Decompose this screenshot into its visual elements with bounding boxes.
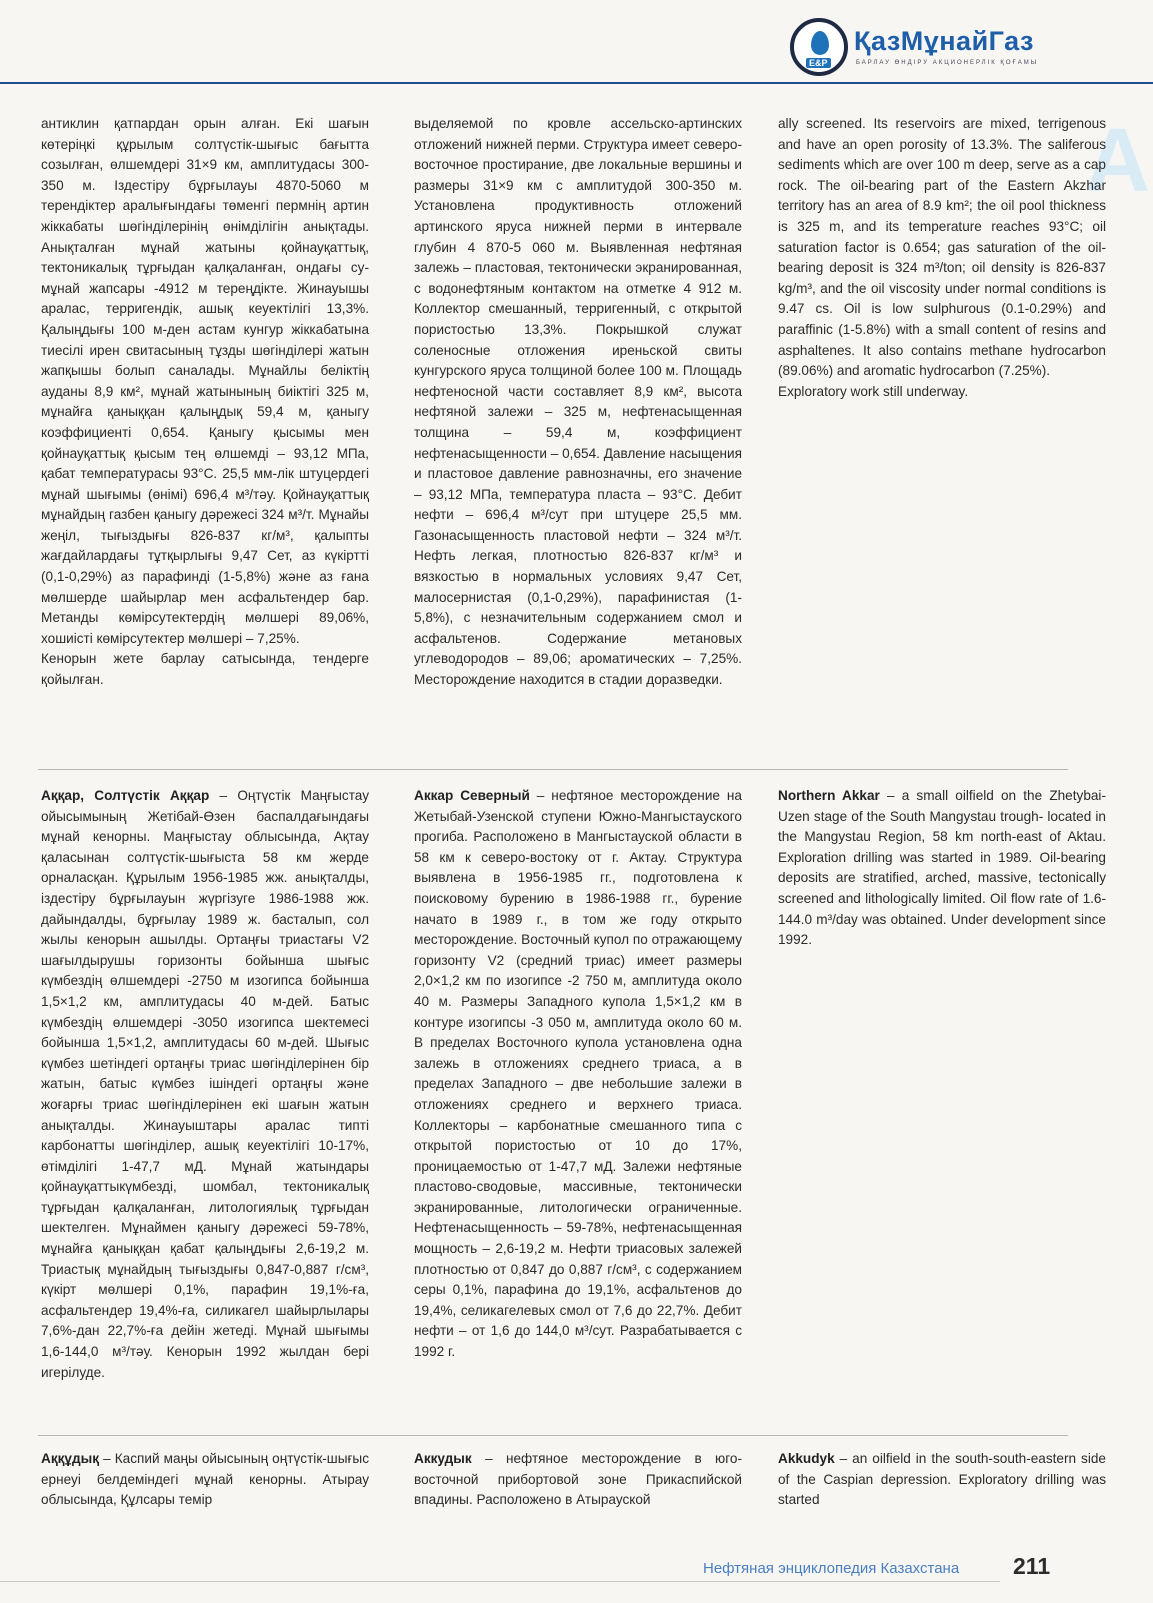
- logo-ep-label: E&P: [806, 58, 831, 68]
- section3-en-text: – an oilfield in the south-south-eastern side of the Caspian depression. Exploratory drilling was started: [778, 1451, 1106, 1508]
- section3-kz-paragraph: [41, 1449, 369, 1511]
- section1-en-paragraph-1: ally screened. Its reservoirs are mixed, terrigenous and have an open porosity of 13.3%. The saliferous sediments which are over 100 m deep, serve as a cap rock. The oil-bearing part of the Eastern Akzhar territory has an area of 8.9 km²; the oil pool thickness is 325 m, and its temperature reaches 93°C; oil saturation factor is 0.654; gas saturation of the oil-bearing deposit is 324 m³/ton; oil density is 826-837 kg/m³, and the oil viscosity under normal conditions is 9.47 cs. Oil is low sulphurous (0.1-0.29%) and paraffinic (1-5.8%) with a small content of resins and asphaltenes. It also contains methane hydrocarbon (89.06%) and aromatic hydrocarbon (7.25%).: [778, 116, 1106, 379]
- section2-russian-column: [414, 786, 742, 1363]
- section2-kz-paragraph: [41, 786, 369, 1383]
- section-letter-watermark: A: [1085, 111, 1150, 211]
- section3-russian-column: [414, 1449, 742, 1511]
- section3-english-column: [778, 1449, 1106, 1511]
- section1-kz-paragraph-1: антиклин қатпардан орын алған. Екі шағын көтеріңкі құрылым солтүстік-шығыс бағытта созылған, өлшемдері 31×9 км, амплитудасы 300-350 м. Іздестіру бұрғылауы 4870-5060 м терендіктер аралығындағы төменгі пермнің артин жіккабаты шөгінділерінің өнімділігін анықтады. Анықталған мұнай жатыны қойнауқаттық, тектоникалық тұрғыдан қалқаланған, ондағы су-мұнай жапсары -4912 м тереңдікте. Жинауышы аралас, терригендік, ашық кеуектілігі 13,3%. Қалыңдығы 100 м-ден астам кунгур жіккабатына тиесілі ирен свитасының тұзды шөгінділері жатын жапқышы болып саналады. Мұнайлы беліктің ауданы 8,9 км², мұнай жатынының биіктігі 325 м, мұнайға қаныққан қалыңдық 59,4 м, қаныгу коэффициенті 0,654. Қаныгу қысымы мен қойнауқаттық қысым тең өлшемді – 93,12 МПа, қабат температурасы 93°С. 25,5 мм-лік штуцердегі мұнай шығымы (өнімі) 696,4 м³/тәу. Қойнауқаттық мұнайдың газбен қаныгу дәрежесі 324 м³/т. Мұнайы жеңіл, тығыздығы 826-837 кг/м³, қалыпты жағдайлардағы тұтқырлығы 9,47 Сет, аз күкіртті (0,1-0,29%) аз парафинді (1-5,8%) және аз ғана мөлшерде шайырлар мен асфальтендер бар. Метанды көмірсутектердің мөлшері 89,06%, хошиісті көмірсутектер мөлшері – 7,25%.: [41, 116, 369, 646]
- logo-subtitle: БАРЛАУ ӨНДІРУ АКЦИОНЕРЛІК ҚОҒАМЫ: [856, 60, 1039, 66]
- section2-kz-heading: Аққар, Солтүстік Аққар: [41, 788, 210, 803]
- section1-kz-paragraph-2: Кенорын жете барлау сатысында, тендерге қойылған.: [41, 651, 369, 688]
- section3-en-paragraph: [778, 1449, 1106, 1511]
- page-number: 211: [1013, 1553, 1051, 1579]
- section2-en-heading: Northern Akkar: [778, 788, 880, 803]
- section2-ru-paragraph: [414, 786, 742, 1363]
- section1-en-paragraph-2: Exploratory work still underway.: [778, 383, 969, 399]
- header-rule: [0, 82, 1153, 84]
- section2-kazakh-column: [41, 786, 369, 1383]
- section2-english-column: [778, 786, 1106, 951]
- section1-ru-paragraph: выделяемой по кровле ассельско-артинских отложений нижней перми. Структура имеет северо-восточное простирание, две локальные вершины и размеры 31×9 км с амплитудой 300-350 м. Установлена продуктивность отложений артинского яруса нижней перми в интервале глубин 4 870-5 060 м. Выявленная нефтяная залежь – пластовая, тектонически экранированная, с водонефтяным контактом на отметке 4 912 м. Коллектор смешанный, терригенный, с открытой пористостью 13,3%. Покрышкой служат соленосные отложения иреньской свиты кунгурского яруса толщиной более 100 м. Площадь нефтеносной части составляет 8,9 км², высота нефтяной залежи – 325 м, нефтенасыщенная толщина – 59,4 м, коэффициент нефтенасыщенности – 0,654. Давление насыщения и пластовое давление равнозначны, его значение – 93,12 МПа, температура пласта – 93°С. Дебит нефти – 696,4 м³/сут при штуцере 25,5 мм. Газонасыщенность пластовой нефти – 324 м³/т. Нефть легкая, плотностью 826-837 кг/м³ и вязкостью в нормальных условиях 9,47 Сет, малосернистая (0,1-0,29%), парафинистая (1-5,8%), с незначительным содержанием смол и асфальтенов. Содержание метановых углеводородов – 89,06; ароматических – 7,25%. Месторождение находится в стадии доразведки.: [414, 116, 742, 688]
- section-divider: [38, 769, 1068, 770]
- section2-kz-text: – Оңтүстік Маңғыстау ойысымының Жетібай-Өзен баспалдағындағы мұнай кенорны. Маңғыстау облысында, Ақтау қаласынан солтүстік-шығыста 58 км жерде орналасқан. Құрылым 1956-1985 жж. анықталды, іздестіру бұрғылауын жүргізуге 1986-1988 жж. дайындалды, бұрғылау 1989 ж. басталып, сол жылы кенорын ашылды. Ортаңғы триастағы V2 шағылдырушы горизонты бойынша шығыс күмбездің өлшемдері -2750 м изогипса бойынша 1,5×1,2 км, амплитудасы 40 м-дей. Батыс күмбездің өлшемдері -3050 изогипса шектемесі бойынша 1,5×1,2, амплитудасы 60 м-дей. Шығыс күмбез шетіндегі ортаңғы триас шөгінділерінен бір жатын, батыс күмбез ішіндегі ортаңғы және жоғарғы триас шөгінділерінен екі шағын жатын анықталды. Жинауыштары аралас типті карбонатты шөгінділер, ашық кеуектілігі 10-17%, өтімділігі 1-47,7 мД. Мұнай жатындары қойнауқаттыкүмбезді, шомбал, тектоникалық тұрғыдан қалқаланған, литологиялық тұрғыдан шектелген. Мұнаймен қаныгу дәрежесі 59-78%, мұнайға қаныққан қабат қалыңдығы 2,6-19,2 м. Триастық мұнайдың тығыздығы 0,847-0,887 г/см³, күкірт мөлшері 0,1%, парафин 19,1%-ға, асфальтендер 19,4%-ға, силикагел шайырлылары 7,6%-дан 22,7%-ға дейін жетеді. Мұнай шығымы 1,6-144,0 м³/тәу. Кенорын 1992 жылдан бері игерілуде.: [41, 788, 369, 1380]
- section3-ru-heading: Аккудык: [414, 1451, 472, 1466]
- oil-drop-icon: [811, 31, 829, 55]
- section2-en-text: – a small oilfield on the Zhetybai-Uzen stage of the South Mangystau trough- located in the Mangystau Region, 58 km north-east of Aktau. Exploration drilling was started in 1989. Oil-bearing deposits are stratified, arched, massive, tectonically screened and lithologically limited. Oil flow rate of 1.6-144.0 m³/day was obtained. Under development since 1992.: [778, 788, 1106, 948]
- section3-kazakh-column: [41, 1449, 369, 1511]
- section-divider: [38, 1435, 1068, 1436]
- section3-kz-text: – Каспий маңы ойысының оңтүстік-шығыс ернеуі белдеміндегі мұнай кенорны. Атырау облысында, Құлсары темір: [41, 1451, 369, 1508]
- section2-ru-heading: Аккар Северный: [414, 788, 530, 803]
- logo-title: ҚазМұнайГаз: [854, 26, 1034, 56]
- section3-ru-paragraph: [414, 1449, 742, 1511]
- section1-russian-column: [414, 114, 742, 691]
- footer-rule: [0, 1581, 1000, 1582]
- footer-book-title: Нефтяная энциклопедия Казахстана: [703, 1560, 960, 1577]
- section2-ru-text: – нефтяное месторождение на Жетыбай-Узенской ступени Южно-Мангыстауского прогиба. Расположено в Мангыстауской области в 58 км к северо-востоку от г. Актау. Структура выявлена в 1956-1985 гг., подготовлена к поисковому бурению в 1986-1988 гг., бурение начато в 1989 г., в том же году открыто месторождение. Восточный купол по отражающему горизонту V2 (средний триас) имеет размеры 2,0×1,2 км по изогипсе -2 750 м, амплитуда около 40 м. Размеры Западного купола 1,5×1,2 км в контуре изогипсы -3 050 м, амплитуда около 60 м. В пределах Восточного купола установлена одна залежь в отложениях среднего триаса, а в пределах Западного – две небольшие залежи в отложениях среднего и верхнего триаса. Коллекторы – карбонатные смешанного типа с открытой пористостью от 10 до 17%, проницаемостью от 1-47,7 мД. Залежи нефтяные пластово-сводовые, массивные, тектонически экранированные, литологически ограниченные. Нефтенасыщенность – 59-78%, нефтенасыщенная мощность – 2,6-19,2 м. Нефти триасовых залежей плотностью от 0,847 до 0,887 г/см³, с содержанием серы 0,1%, парафина до 19,1%, асфальтенов до 19,4%, селикагелевых смол от 7,6 до 22,7%. Дебит нефти – от 1,6 до 144,0 м³/сут. Разрабатывается с 1992 г.: [414, 788, 742, 1360]
- section1-english-column: [778, 114, 1106, 402]
- section2-en-paragraph: [778, 786, 1106, 951]
- section1-kazakh-column: [41, 114, 369, 691]
- section3-en-heading: Akkudyk: [778, 1451, 835, 1466]
- section3-ru-text: – нефтяное месторождение в юго-восточной прибортовой зоне Прикаспийской впадины. Расположено в Атырауской: [414, 1451, 742, 1508]
- section3-kz-heading: Аққұдық: [41, 1451, 100, 1466]
- logo-emblem-icon: [790, 18, 848, 76]
- company-logo: [790, 18, 1070, 82]
